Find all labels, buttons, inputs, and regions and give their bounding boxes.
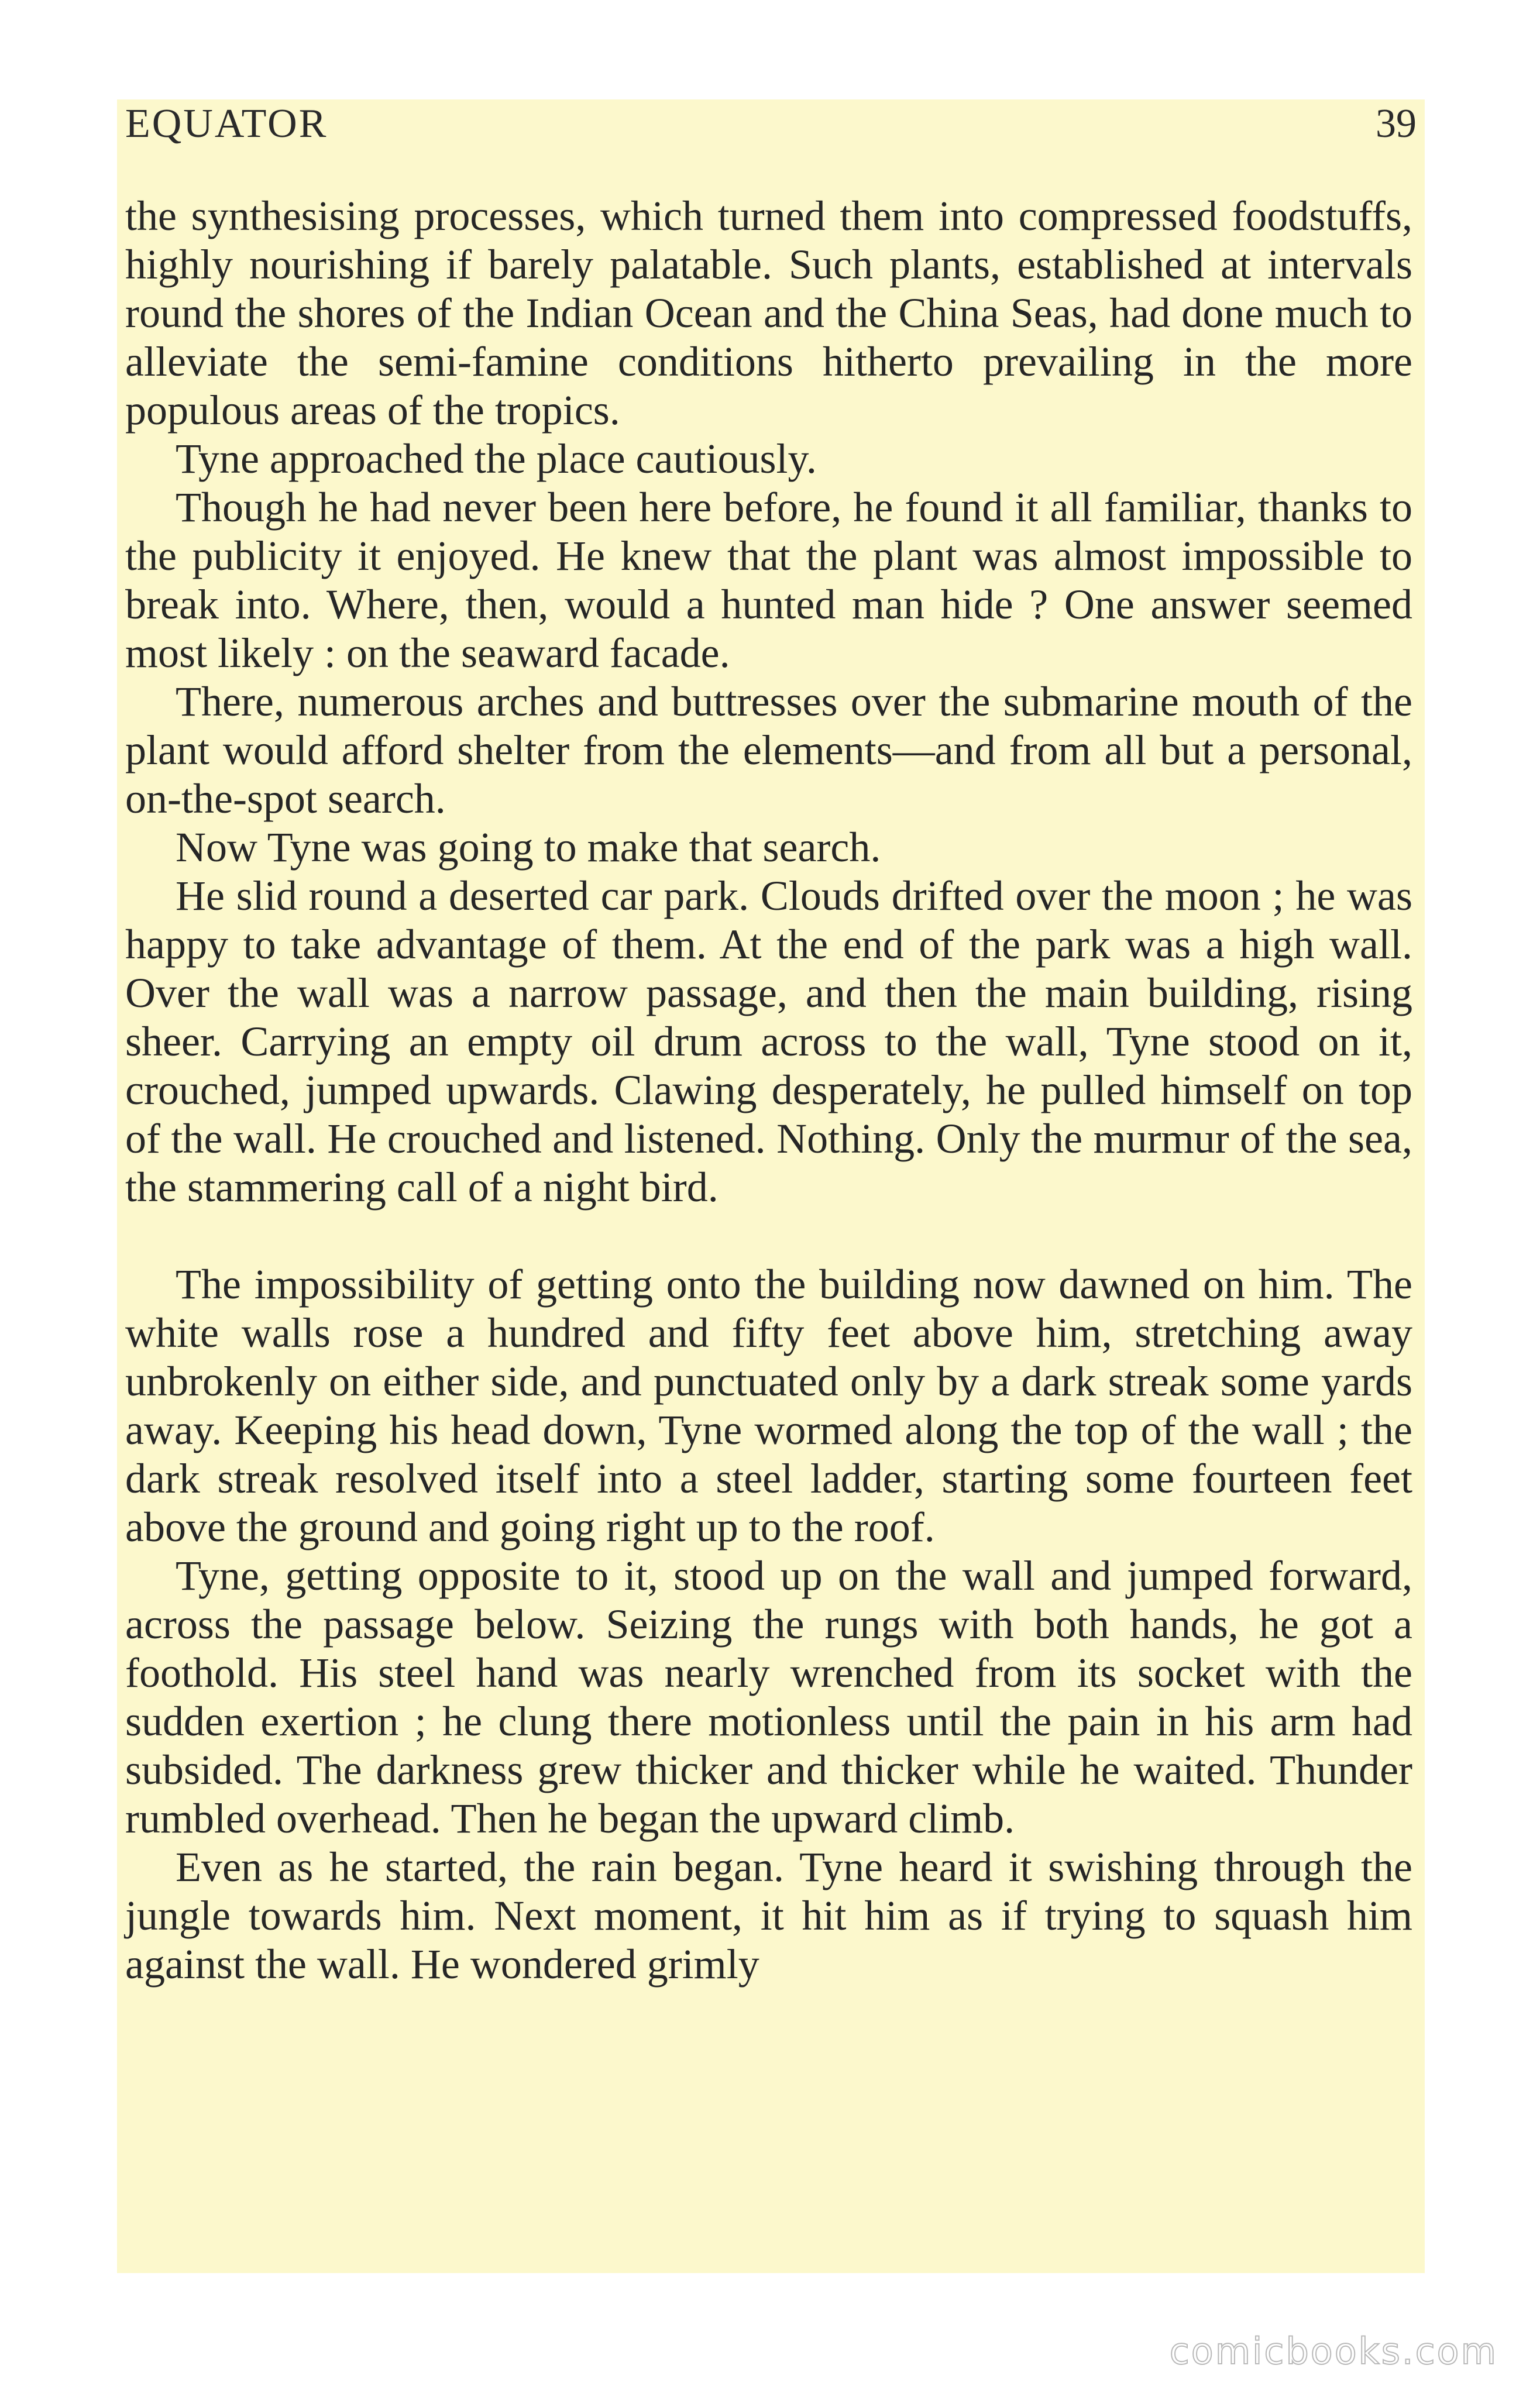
paragraph: Now Tyne was going to make that search. (176, 824, 881, 871)
running-header (125, 101, 1417, 156)
book-page (117, 99, 1425, 2273)
paragraph-after-break: The impossibility of getting onto the building now dawned on him. The white walls rose a hundred and fifty feet above him, stretching away unbrokenly on either side, and punctuated only by a dark streak some yards away. Keeping his head down, Tyne wormed along the top of the wall ; the dark streak resolved itself into a steel ladder, starting some fourteen feet above the ground and going right up to the roof. (125, 1261, 1412, 1550)
paragraph: He slid round a deserted car park. Clouds drifted over the moon ; he was happy to take advantage of them. At the end of the park was a high wall. Over the wall was a narrow passage, and then the main building, rising sheer. Carrying an empty oil drum across to the wall, Tyne stood on it, crouched, jumped upwards. Clawing desperately, he pulled himself on top of the wall. He crouched and listened. Nothing. Only the murmur of the sea, the stammering call of a night bird. (125, 872, 1412, 1211)
paragraph: Tyne approached the place cautiously. (176, 435, 817, 482)
paragraph: Even as he started, the rain began. Tyne heard it swishing through the jungle towards him. Next moment, it hit him as if trying to squash him against the wall. He wondered grimly (125, 1844, 1412, 1988)
page-number: 39 (1376, 101, 1417, 146)
paragraph: There, numerous arches and buttresses over the submarine mouth of the plant would afford shelter from the elements—and from all but a personal, on-the-spot search. (125, 678, 1412, 822)
paragraph: Tyne, getting opposite to it, stood up on the wall and jumped forward, across the passage below. Seizing the rungs with both hands, he got a foothold. His steel hand was nearly wrenched from its socket with the sudden exertion ; he clung there motionless until the pain in his arm had subsided. The darkness grew thicker and thicker while he waited. Thunder rumbled overhead. Then he began the upward climb. (125, 1552, 1412, 1842)
site-watermark: comicbooks.com (1169, 2330, 1498, 2373)
running-title: EQUATOR (125, 101, 328, 146)
paragraph: Though he had never been here before, he found it all familiar, thanks to the publicity it enjoyed. He knew that the plant was almost impossible to break into. Where, then, would a hunted man hide ? One answer seemed most likely : on the seaward facade. (125, 484, 1412, 676)
body-text (125, 192, 1412, 1989)
paragraph-continued: the synthesising processes, which turned them into compressed foodstuffs, highly nourishing if barely palatable. Such plants, established at intervals round the shores of the Indian Ocean and the China Seas, had done much to alleviate the semi-famine conditions hitherto prevailing in the more populous areas of the tropics. (125, 192, 1412, 434)
